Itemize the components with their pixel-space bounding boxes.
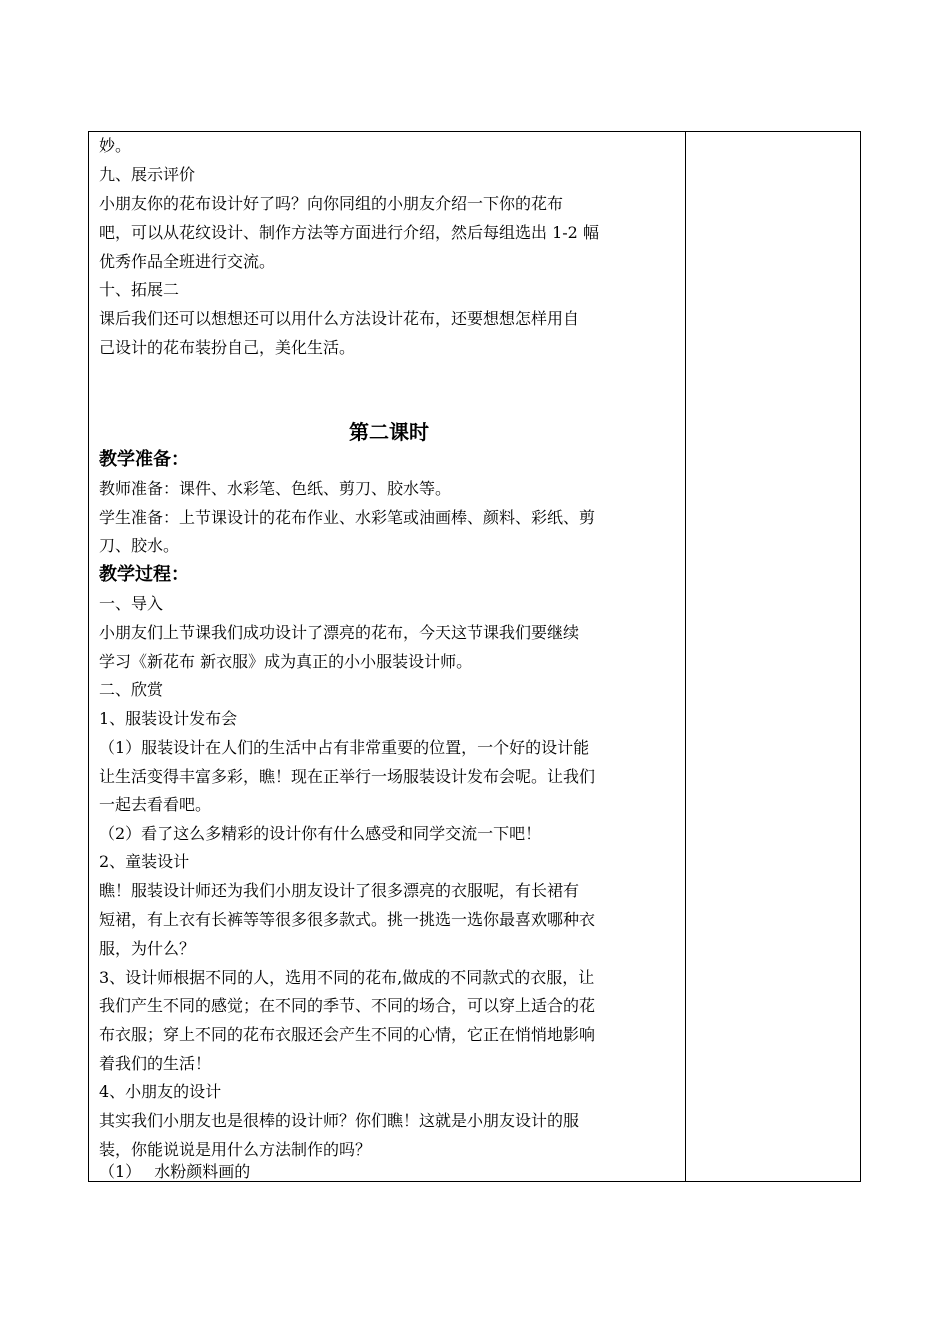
text-line: 瞧！服装设计师还为我们小朋友设计了很多漂亮的衣服呢，有长裙有 [99,881,580,900]
text-line: 4、小朋友的设计 [99,1082,222,1101]
text-line: 布衣服；穿上不同的花布衣服还会产生不同的心情，它正在悄悄地影响 [99,1025,596,1044]
section-heading: 二、欣赏 [99,680,164,699]
lesson-title: 第二课时 [349,420,429,444]
text-line: 让生活变得丰富多彩，瞧！现在正举行一场服装设计发布会呢。让我们 [99,767,596,786]
text-line: 1、服装设计发布会 [99,709,238,728]
text-line: 我们产生不同的感觉；在不同的季节、不同的场合，可以穿上适合的花 [99,996,596,1015]
text-line: 教师准备：课件、水彩笔、色纸、剪刀、胶水等。 [99,479,452,498]
section-heading: 一、导入 [99,594,164,613]
text-line: 小朋友们上节课我们成功设计了漂亮的花布，今天这节课我们要继续 [99,623,580,642]
text-line: 短裙，有上衣有长裤等等很多很多款式。挑一挑选一选你最喜欢哪种衣 [99,910,596,929]
text-line: 吧，可以从花纹设计、制作方法等方面进行介绍，然后每组选出 1-2 幅 [99,223,599,242]
text-line: 3、设计师根据不同的人，选用不同的花布,做成的不同款式的衣服，让 [99,968,595,987]
text-line: （1）服装设计在人们的生活中占有非常重要的位置，一个好的设计能 [99,738,590,757]
text-line: 2、童装设计 [99,852,190,871]
text-line: 一起去看看吧。 [99,795,212,814]
text-line: 其实我们小朋友也是很棒的设计师？你们瞧！这就是小朋友设计的服 [99,1111,580,1130]
section-heading: 十、拓展二 [99,280,180,299]
text-line: 小朋友你的花布设计好了吗？向你同组的小朋友介绍一下你的花布 [99,194,564,213]
text-line: 刀、胶水。 [99,536,180,555]
lesson-table [88,131,861,1182]
section-heading: 九、展示评价 [99,165,196,184]
text-line: （2）看了这么多精彩的设计你有什么感受和同学交流一下吧！ [99,824,542,843]
text-line: 己设计的花布装扮自己，美化生活。 [99,338,356,357]
text-line: （1） 水粉颜料画的 [99,1162,251,1181]
prep-heading: 教学准备： [99,449,189,470]
text-line: 学习《新花布 新衣服》成为真正的小小服装设计师。 [99,652,473,671]
text-line: 服，为什么？ [99,939,196,958]
text-line: 妙。 [99,136,132,155]
text-line: 课后我们还可以想想还可以用什么方法设计花布，还要想想怎样用自 [99,309,580,328]
text-line: 学生准备：上节课设计的花布作业、水彩笔或油画棒、颜料、彩纸、剪 [99,508,596,527]
column-divider [685,132,686,1181]
text-line: 优秀作品全班进行交流。 [99,252,276,271]
text-line: 着我们的生活！ [99,1054,212,1073]
process-heading: 教学过程： [99,564,189,585]
text-line: 装，你能说说是用什么方法制作的吗？ [99,1140,372,1159]
